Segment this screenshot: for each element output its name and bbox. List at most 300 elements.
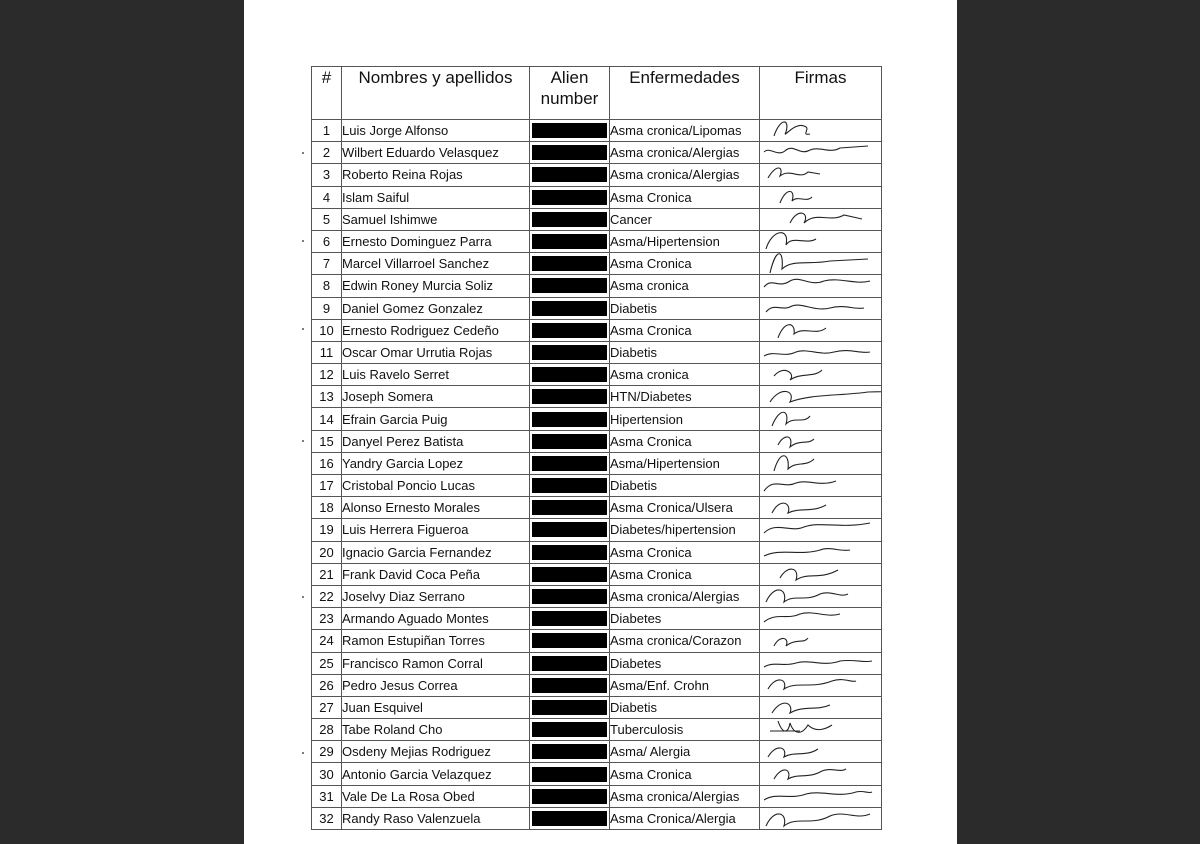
row-disease: Asma/Hipertension: [610, 230, 760, 252]
row-number: 5: [312, 208, 342, 230]
table-row: [312, 408, 882, 430]
row-disease: Asma cronica/Alergias: [610, 164, 760, 186]
row-number: 12: [312, 364, 342, 386]
row-signature: [760, 763, 882, 785]
margin-mark: [302, 152, 304, 154]
redaction-bar: [532, 589, 607, 604]
row-signature: [760, 164, 882, 186]
row-disease: Asma cronica: [610, 275, 760, 297]
header-alien-number: Alien number: [530, 67, 610, 120]
row-disease: Diabetis: [610, 297, 760, 319]
redaction-bar: [532, 611, 607, 626]
row-full-name: Efrain Garcia Puig: [342, 408, 530, 430]
header-signatures: Firmas: [760, 67, 882, 120]
row-alien-number: [530, 763, 610, 785]
row-alien-number: [530, 674, 610, 696]
redaction-bar: [532, 190, 607, 205]
header-diseases: Enfermedades: [610, 67, 760, 120]
row-number: 27: [312, 696, 342, 718]
row-full-name: Marcel Villarroel Sanchez: [342, 253, 530, 275]
row-number: 29: [312, 741, 342, 763]
signature-stroke: [764, 280, 870, 288]
row-full-name: Francisco Ramon Corral: [342, 652, 530, 674]
margin-mark: [302, 240, 304, 242]
signature-stroke: [764, 791, 872, 800]
signature-stroke: [778, 437, 814, 447]
row-signature: [760, 785, 882, 807]
row-number: 3: [312, 164, 342, 186]
handwritten-signature: [760, 541, 878, 563]
row-alien-number: [530, 563, 610, 585]
table-row: [312, 519, 882, 541]
row-number: 18: [312, 497, 342, 519]
redaction-bar: [532, 234, 607, 249]
row-full-name: Joseph Somera: [342, 386, 530, 408]
row-disease: Diabetis: [610, 475, 760, 497]
row-disease: Diabetis: [610, 341, 760, 363]
redaction-bar: [532, 744, 607, 759]
row-full-name: Ernesto Rodriguez Cedeño: [342, 319, 530, 341]
row-disease: Asma Cronica: [610, 186, 760, 208]
row-disease: Diabetes/hipertension: [610, 519, 760, 541]
row-disease: Asma Cronica/Ulsera: [610, 497, 760, 519]
row-disease: Cancer: [610, 208, 760, 230]
row-disease: Diabetes: [610, 652, 760, 674]
row-number: 1: [312, 120, 342, 142]
row-number: 20: [312, 541, 342, 563]
row-signature: [760, 541, 882, 563]
signature-stroke: [772, 503, 826, 513]
table-row: [312, 475, 882, 497]
row-disease: Asma Cronica: [610, 319, 760, 341]
row-signature: [760, 519, 882, 541]
redaction-bar: [532, 434, 607, 449]
row-full-name: Vale De La Rosa Obed: [342, 785, 530, 807]
handwritten-signature: [760, 164, 878, 186]
signature-stroke: [770, 254, 868, 273]
row-signature: [760, 674, 882, 696]
row-alien-number: [530, 741, 610, 763]
signature-stroke: [764, 481, 836, 491]
margin-mark: [302, 596, 304, 598]
signature-stroke: [768, 679, 856, 688]
handwritten-signature: [760, 497, 878, 519]
handwritten-signature: [760, 608, 878, 630]
row-alien-number: [530, 186, 610, 208]
row-full-name: Luis Ravelo Serret: [342, 364, 530, 386]
row-full-name: Roberto Reina Rojas: [342, 164, 530, 186]
row-number: 23: [312, 608, 342, 630]
row-disease: Asma Cronica: [610, 763, 760, 785]
row-full-name: Ramon Estupiñan Torres: [342, 630, 530, 652]
signature-stroke: [774, 456, 814, 471]
row-alien-number: [530, 519, 610, 541]
row-disease: Hipertension: [610, 408, 760, 430]
row-number: 15: [312, 430, 342, 452]
table-row: [312, 452, 882, 474]
signature-stroke: [774, 370, 822, 380]
redaction-bar: [532, 412, 607, 427]
signature-stroke: [778, 324, 826, 337]
redaction-bar: [532, 367, 607, 382]
header-row: [312, 67, 882, 120]
row-disease: Asma cronica/Corazon: [610, 630, 760, 652]
row-full-name: Juan Esquivel: [342, 696, 530, 718]
redaction-bar: [532, 478, 607, 493]
redaction-bar: [532, 145, 607, 160]
signature-stroke: [766, 305, 864, 312]
table-row: [312, 319, 882, 341]
table-row: [312, 164, 882, 186]
signature-stroke: [770, 721, 832, 732]
row-alien-number: [530, 319, 610, 341]
handwritten-signature: [760, 275, 878, 297]
row-full-name: Alonso Ernesto Morales: [342, 497, 530, 519]
signature-stroke: [780, 191, 812, 203]
signature-stroke: [764, 660, 872, 667]
row-full-name: Joselvy Diaz Serrano: [342, 585, 530, 607]
table-row: [312, 608, 882, 630]
row-signature: [760, 142, 882, 164]
redaction-bar: [532, 456, 607, 471]
row-signature: [760, 386, 882, 408]
handwritten-signature: [760, 208, 878, 230]
table-row: [312, 142, 882, 164]
row-alien-number: [530, 120, 610, 142]
redaction-bar: [532, 522, 607, 537]
handwritten-signature: [760, 230, 878, 252]
row-full-name: Samuel Ishimwe: [342, 208, 530, 230]
row-signature: [760, 497, 882, 519]
row-disease: Asma cronica/Lipomas: [610, 120, 760, 142]
table-row: [312, 120, 882, 142]
table-row: [312, 430, 882, 452]
handwritten-signature: [760, 364, 878, 386]
table-row: [312, 696, 882, 718]
table-row: [312, 563, 882, 585]
row-disease: Tuberculosis: [610, 719, 760, 741]
table-row: [312, 741, 882, 763]
row-number: 2: [312, 142, 342, 164]
row-full-name: Islam Saiful: [342, 186, 530, 208]
row-number: 9: [312, 297, 342, 319]
handwritten-signature: [760, 297, 878, 319]
signature-stroke: [766, 814, 870, 826]
redaction-bar: [532, 345, 607, 360]
row-number: 7: [312, 253, 342, 275]
row-alien-number: [530, 341, 610, 363]
redaction-bar: [532, 167, 607, 182]
table-row: [312, 208, 882, 230]
row-number: 22: [312, 585, 342, 607]
row-alien-number: [530, 475, 610, 497]
row-signature: [760, 452, 882, 474]
row-disease: Diabetis: [610, 696, 760, 718]
row-alien-number: [530, 630, 610, 652]
row-full-name: Cristobal Poncio Lucas: [342, 475, 530, 497]
row-number: 16: [312, 452, 342, 474]
table-row: [312, 364, 882, 386]
row-signature: [760, 430, 882, 452]
signature-stroke: [772, 703, 830, 713]
handwritten-signature: [760, 563, 878, 585]
header-number: #: [312, 67, 342, 120]
row-signature: [760, 364, 882, 386]
scanned-document-page: [244, 0, 957, 844]
row-signature: [760, 652, 882, 674]
row-number: 4: [312, 186, 342, 208]
redaction-bar: [532, 656, 607, 671]
row-signature: [760, 696, 882, 718]
row-full-name: Luis Jorge Alfonso: [342, 120, 530, 142]
handwritten-signature: [760, 430, 878, 452]
redaction-bar: [532, 633, 607, 648]
row-number: 25: [312, 652, 342, 674]
row-full-name: Pedro Jesus Correa: [342, 674, 530, 696]
row-full-name: Osdeny Mejias Rodriguez: [342, 741, 530, 763]
row-disease: Asma cronica: [610, 364, 760, 386]
row-alien-number: [530, 807, 610, 829]
row-number: 30: [312, 763, 342, 785]
table-row: [312, 386, 882, 408]
row-alien-number: [530, 386, 610, 408]
table-row: [312, 297, 882, 319]
redaction-bar: [532, 301, 607, 316]
row-signature: [760, 230, 882, 252]
table-row: [312, 253, 882, 275]
table-row: [312, 630, 882, 652]
handwritten-signature: [760, 253, 878, 275]
row-number: 32: [312, 807, 342, 829]
signature-stroke: [770, 390, 882, 402]
margin-mark: [302, 328, 304, 330]
row-signature: [760, 275, 882, 297]
row-signature: [760, 208, 882, 230]
row-full-name: Daniel Gomez Gonzalez: [342, 297, 530, 319]
row-alien-number: [530, 541, 610, 563]
row-alien-number: [530, 408, 610, 430]
row-number: 31: [312, 785, 342, 807]
table-row: [312, 719, 882, 741]
margin-mark: [302, 752, 304, 754]
signature-stroke: [764, 613, 840, 622]
row-number: 11: [312, 341, 342, 363]
row-signature: [760, 719, 882, 741]
handwritten-signature: [760, 630, 878, 652]
table-row: [312, 652, 882, 674]
row-alien-number: [530, 696, 610, 718]
row-signature: [760, 807, 882, 829]
row-alien-number: [530, 297, 610, 319]
row-number: 14: [312, 408, 342, 430]
handwritten-signature: [760, 452, 878, 474]
row-disease: Asma cronica/Alergias: [610, 585, 760, 607]
signature-stroke: [766, 590, 848, 602]
signature-stroke: [764, 523, 870, 533]
handwritten-signature: [760, 475, 878, 497]
row-full-name: Luis Herrera Figueroa: [342, 519, 530, 541]
handwritten-signature: [760, 763, 878, 785]
row-signature: [760, 630, 882, 652]
redaction-bar: [532, 323, 607, 338]
row-alien-number: [530, 208, 610, 230]
row-full-name: Tabe Roland Cho: [342, 719, 530, 741]
handwritten-signature: [760, 719, 878, 741]
row-signature: [760, 253, 882, 275]
margin-mark: [302, 440, 304, 442]
table-row: [312, 674, 882, 696]
row-disease: HTN/Diabetes: [610, 386, 760, 408]
table-row: [312, 497, 882, 519]
row-number: 19: [312, 519, 342, 541]
handwritten-signature: [760, 319, 878, 341]
row-full-name: Frank David Coca Peña: [342, 563, 530, 585]
row-number: 6: [312, 230, 342, 252]
row-alien-number: [530, 652, 610, 674]
redaction-bar: [532, 256, 607, 271]
redaction-bar: [532, 389, 607, 404]
row-alien-number: [530, 253, 610, 275]
table-row: [312, 763, 882, 785]
row-signature: [760, 741, 882, 763]
detainee-roster-table: [311, 66, 882, 830]
redaction-bar: [532, 678, 607, 693]
handwritten-signature: [760, 652, 878, 674]
row-disease: Asma Cronica: [610, 563, 760, 585]
redaction-bar: [532, 722, 607, 737]
handwritten-signature: [760, 408, 878, 430]
row-disease: Asma Cronica: [610, 541, 760, 563]
handwritten-signature: [760, 120, 878, 142]
row-signature: [760, 585, 882, 607]
signature-stroke: [772, 413, 810, 427]
handwritten-signature: [760, 585, 878, 607]
row-number: 10: [312, 319, 342, 341]
row-alien-number: [530, 275, 610, 297]
handwritten-signature: [760, 142, 878, 164]
signature-stroke: [764, 548, 850, 555]
redaction-bar: [532, 545, 607, 560]
redaction-bar: [532, 567, 607, 582]
handwritten-signature: [760, 341, 878, 363]
row-full-name: Danyel Perez Batista: [342, 430, 530, 452]
table-row: [312, 341, 882, 363]
redaction-bar: [532, 212, 607, 227]
row-signature: [760, 408, 882, 430]
signature-stroke: [774, 122, 810, 136]
row-disease: Diabetes: [610, 608, 760, 630]
row-full-name: Antonio Garcia Velazquez: [342, 763, 530, 785]
redaction-bar: [532, 700, 607, 715]
redaction-bar: [532, 811, 607, 826]
row-alien-number: [530, 785, 610, 807]
table-row: [312, 585, 882, 607]
row-disease: Asma cronica/Alergias: [610, 785, 760, 807]
table-row: [312, 807, 882, 829]
redaction-bar: [532, 123, 607, 138]
signature-stroke: [774, 638, 808, 646]
row-signature: [760, 608, 882, 630]
handwritten-signature: [760, 186, 878, 208]
row-alien-number: [530, 585, 610, 607]
signature-stroke: [774, 769, 846, 779]
row-full-name: Armando Aguado Montes: [342, 608, 530, 630]
row-alien-number: [530, 164, 610, 186]
handwritten-signature: [760, 674, 878, 696]
row-alien-number: [530, 230, 610, 252]
handwritten-signature: [760, 696, 878, 718]
row-signature: [760, 186, 882, 208]
handwritten-signature: [760, 386, 878, 408]
row-number: 26: [312, 674, 342, 696]
row-alien-number: [530, 608, 610, 630]
signature-stroke: [780, 569, 838, 580]
table-row: [312, 541, 882, 563]
row-alien-number: [530, 142, 610, 164]
redaction-bar: [532, 500, 607, 515]
row-disease: Asma cronica/Alergias: [610, 142, 760, 164]
row-number: 8: [312, 275, 342, 297]
row-alien-number: [530, 452, 610, 474]
row-disease: Asma/Hipertension: [610, 452, 760, 474]
signature-stroke: [768, 168, 820, 178]
row-signature: [760, 563, 882, 585]
table-row: [312, 230, 882, 252]
row-alien-number: [530, 719, 610, 741]
signature-stroke: [766, 233, 816, 249]
row-alien-number: [530, 497, 610, 519]
row-alien-number: [530, 364, 610, 386]
row-signature: [760, 297, 882, 319]
signature-stroke: [764, 146, 868, 153]
row-full-name: Ignacio Garcia Fernandez: [342, 541, 530, 563]
row-disease: Asma Cronica: [610, 253, 760, 275]
row-signature: [760, 319, 882, 341]
row-number: 28: [312, 719, 342, 741]
row-signature: [760, 475, 882, 497]
row-alien-number: [530, 430, 610, 452]
row-number: 24: [312, 630, 342, 652]
row-full-name: Yandry Garcia Lopez: [342, 452, 530, 474]
signature-stroke: [768, 748, 818, 757]
row-full-name: Wilbert Eduardo Velasquez: [342, 142, 530, 164]
signature-stroke: [764, 350, 870, 355]
handwritten-signature: [760, 741, 878, 763]
table-row: [312, 785, 882, 807]
row-full-name: Edwin Roney Murcia Soliz: [342, 275, 530, 297]
handwritten-signature: [760, 519, 878, 541]
signature-stroke: [790, 213, 862, 223]
row-disease: Asma Cronica/Alergia: [610, 807, 760, 829]
row-disease: Asma/ Alergia: [610, 741, 760, 763]
redaction-bar: [532, 278, 607, 293]
row-signature: [760, 120, 882, 142]
header-names: Nombres y apellidos: [342, 67, 530, 120]
row-number: 17: [312, 475, 342, 497]
table-row: [312, 275, 882, 297]
row-full-name: Oscar Omar Urrutia Rojas: [342, 341, 530, 363]
handwritten-signature: [760, 785, 878, 807]
row-disease: Asma/Enf. Crohn: [610, 674, 760, 696]
row-disease: Asma Cronica: [610, 430, 760, 452]
redaction-bar: [532, 789, 607, 804]
redaction-bar: [532, 767, 607, 782]
row-signature: [760, 341, 882, 363]
table-row: [312, 186, 882, 208]
handwritten-signature: [760, 807, 878, 829]
row-number: 13: [312, 386, 342, 408]
row-number: 21: [312, 563, 342, 585]
